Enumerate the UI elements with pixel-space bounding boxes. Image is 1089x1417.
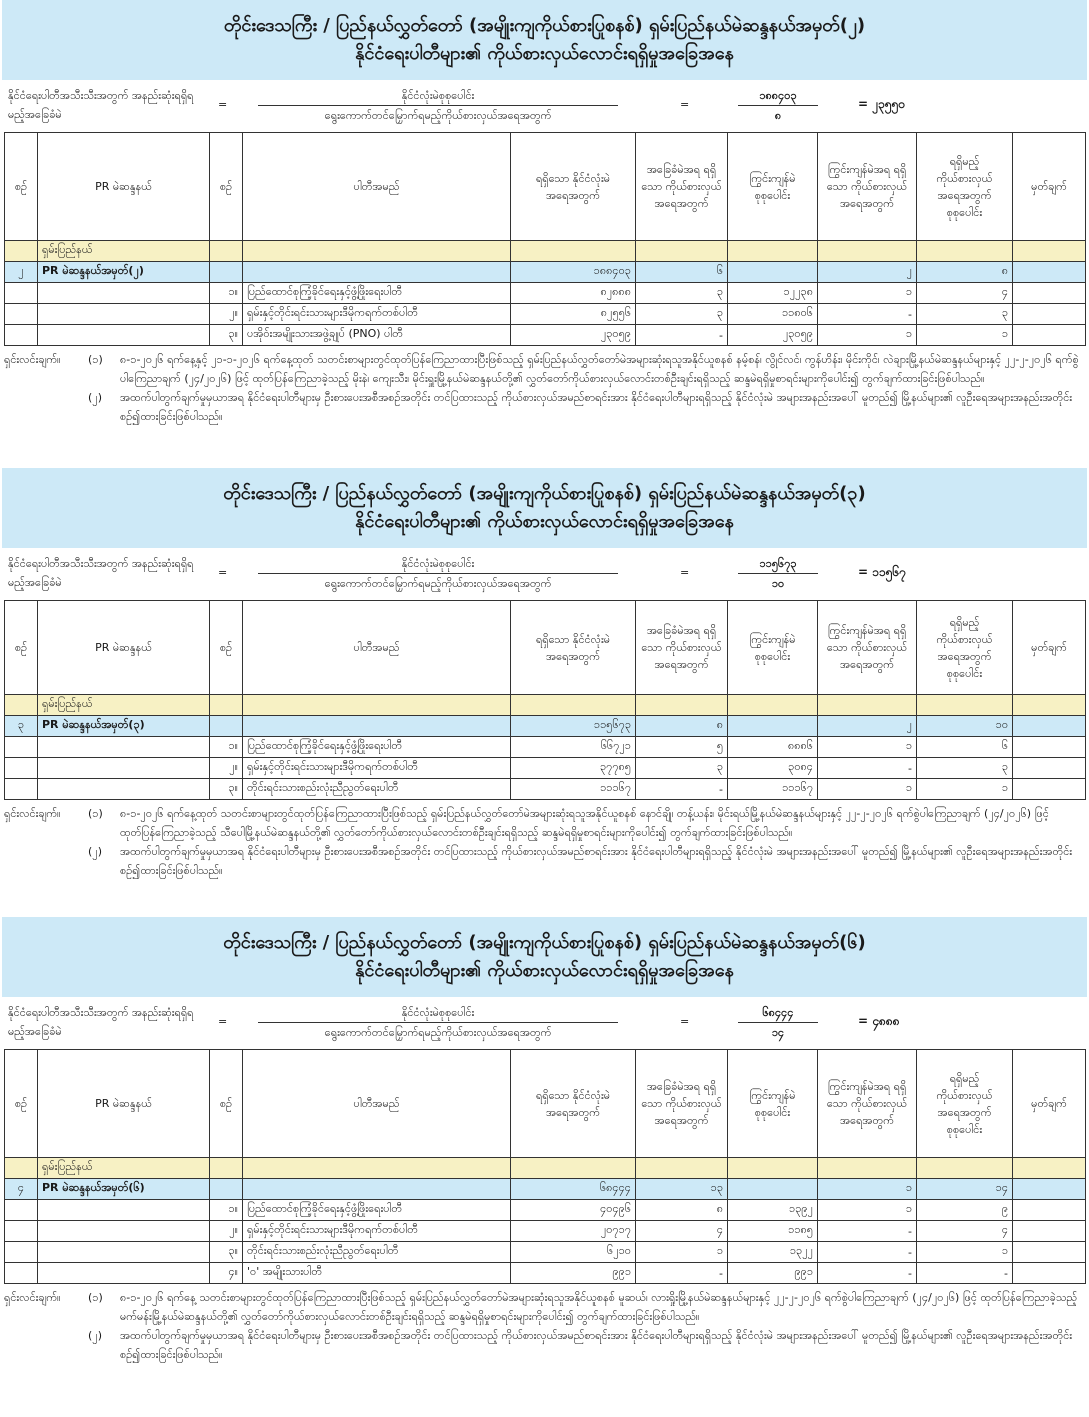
table-header-row	[5, 601, 1086, 695]
calc-denominator: ၈	[774, 109, 782, 122]
header-pr: PR မဲဆန္ဒနယ်	[38, 601, 210, 695]
party-total: ၁	[917, 325, 1013, 346]
party-remainder: ၁၁၈၅	[728, 1221, 818, 1242]
party-base: -	[636, 1263, 728, 1284]
pr-votes: ၁၈၈၄၀၃	[511, 262, 636, 283]
header-base-seats: အခြေခံမဲအရ ရရှိသော ကိုယ်စားလှယ် အရေအတွက်	[636, 601, 728, 695]
pr-votes: ၆၈၄၄၄	[511, 1179, 636, 1200]
region-name: ရှမ်းပြည်နယ်	[38, 1158, 210, 1179]
quota-formula	[0, 997, 1089, 1049]
pr-votes: ၁၁၅၆၇၃	[511, 716, 636, 737]
notes-lead: ရှင်းလင်းချက်။	[4, 807, 61, 820]
party-remarks	[1013, 1242, 1086, 1263]
region-row	[5, 241, 1086, 262]
calc-numerator: ၁၁၅၆၇၃	[738, 554, 818, 574]
header-remainder-seats: ကြွင်းကျန်မဲအရ ရရှိသော ကိုယ်စားလှယ် အရေအတွက်	[818, 133, 917, 241]
results-section-pr-3	[0, 468, 1089, 880]
results-table	[4, 1049, 1086, 1284]
party-remainder: ၂၃၀၅၉	[728, 325, 818, 346]
section-title: တိုင်းဒေသကြီး / ပြည်နယ်လွှတ်တော် (အမျိုးကျကိုယ်စားပြုစနစ်) ရှမ်းပြည်နယ်မဲဆန္ဒနယ်အမှတ်(၂)	[223, 15, 866, 36]
party-no: ၁။	[210, 737, 243, 758]
header-pr: PR မဲဆန္ဒနယ်	[38, 1050, 210, 1158]
section-title-banner	[2, 0, 1087, 80]
header-no: စဉ်	[5, 601, 38, 695]
notes-lead: ရှင်းလင်းချက်။	[4, 353, 61, 366]
header-no: စဉ်	[5, 133, 38, 241]
note-number: (၁)	[88, 807, 103, 820]
table-row	[5, 1242, 1086, 1263]
pr-remarks	[1013, 716, 1086, 737]
pr-name: PR မဲဆန္ဒနယ်အမှတ်(၆)	[38, 1179, 210, 1200]
party-no: ၃။	[210, 1242, 243, 1263]
pr-rem-seats: ၁	[818, 1179, 917, 1200]
header-remainder: ကြွင်းကျန်မဲ စုစုပေါင်း	[728, 601, 818, 695]
pr-remainder	[728, 1179, 818, 1200]
party-base: ၁	[636, 1242, 728, 1263]
party-rem-seats: -	[818, 1263, 917, 1284]
header-votes: ရရှိသော နိုင်ငံလုံးမဲအရေအတွက်	[511, 133, 636, 241]
pr-base: ၈	[636, 716, 728, 737]
equals-sign: =	[680, 566, 690, 579]
party-remarks	[1013, 1200, 1086, 1221]
party-base: ၅	[636, 737, 728, 758]
party-rem-seats: ၁	[818, 779, 917, 800]
header-remarks: မှတ်ချက်	[1013, 133, 1086, 241]
table-row	[5, 1200, 1086, 1221]
party-rem-seats: ၁	[818, 1200, 917, 1221]
party-remainder: ၁၂၂၃၈	[728, 283, 818, 304]
party-total: -	[917, 1263, 1013, 1284]
calc-result: = ၄၈၈၈	[858, 1014, 900, 1028]
table-row	[5, 779, 1086, 800]
calc-fraction	[738, 554, 818, 593]
section-title-banner	[2, 468, 1087, 548]
note-number: (၂)	[88, 391, 102, 404]
section-title-banner	[2, 917, 1087, 997]
party-votes: ၆၂၁၀	[511, 1242, 636, 1263]
formula-label: နိုင်ငံရေးပါတီအသီးသီးအတွက် အနည်းဆုံးရရှိရမည့်အခြေခံမဲ	[8, 557, 194, 589]
table-row	[5, 1263, 1086, 1284]
header-base-seats: အခြေခံမဲအရ ရရှိသော ကိုယ်စားလှယ် အရေအတွက်	[636, 1050, 728, 1158]
party-name: 'ဝ' အမျိုးသားပါတီ	[243, 1263, 511, 1284]
pr-no: ၃	[5, 716, 38, 737]
party-base: ၈	[636, 1200, 728, 1221]
party-remarks	[1013, 758, 1086, 779]
header-remarks: မှတ်ချက်	[1013, 601, 1086, 695]
party-total: ၆	[917, 737, 1013, 758]
header-party: ပါတီအမည်	[243, 1050, 511, 1158]
quota-formula	[0, 548, 1089, 600]
party-rem-seats: -	[818, 1221, 917, 1242]
table-header-row	[5, 1050, 1086, 1158]
party-remarks	[1013, 283, 1086, 304]
results-table	[4, 600, 1086, 800]
table-row	[5, 325, 1086, 346]
note-number: (၁)	[88, 353, 103, 366]
note-text: ၈-၁-၂၀၂၆ ရက်နေ့ထုတ် သတင်းစာများတွင်ထုတ်ပြန်ကြေညာထားပြီးဖြစ်သည့် ရှမ်းပြည်နယ်လွှတ်တော်မဲအများဆုံးရသူအနိုင်ယူစနစ် နောင်ချို၊ တန့်ယန်း၊ မိုင်းရယ်မြို့နယ်မဲဆန္ဒနယ်များနှင့် ၂၂-၂-၂၀၂၆ ရက်စွဲပါကြေညာချက် (၂၄/၂၀၂၆) ဖြင့် ထုတ်ပြန်ကြေညာခဲ့သည့် သီပေါမြို့နယ်မဲဆန္ဒနယ်တို့၏ လွှတ်တော်ကိုယ်စားလှယ်လောင်းတစ်ဦးချင်းရရှိသည့် ဆန္ဒမဲရရှိမှုစာရင်းများကိုပေါင်း၍ တွက်ချက်ထားခြင်းဖြစ်ပါသည်။	[120, 807, 1049, 839]
calc-result: = ၁၁၅၆၇	[858, 565, 906, 579]
region-row	[5, 1158, 1086, 1179]
region-name: ရှမ်းပြည်နယ်	[38, 695, 210, 716]
party-votes: ၂၀၇၁၇	[511, 1221, 636, 1242]
calc-result: = ၂၃၅၅၀	[858, 97, 906, 111]
party-base: ၃	[636, 758, 728, 779]
party-votes: ၉၉၁	[511, 1263, 636, 1284]
party-remarks	[1013, 779, 1086, 800]
formula-denominator: ရွေးကောက်တင်မြှောက်ရမည့်ကိုယ်စားလှယ်အရေအတွက်	[324, 577, 552, 590]
note-text: ၈-၁-၂၀၂၆ ရက်နေ့နှင့် ၂၁-၁-၂၀၂၆ ရက်နေ့ထုတ် သတင်းစာများတွင်ထုတ်ပြန်ကြေညာထားပြီးဖြစ်သည့် ရှမ်းပြည်နယ်လွှတ်တော်မဲအများဆုံးရသူအနိုင်ယူစနစ် နမ့်စန်၊ လွိုင်လင်၊ ကွန်ဟိန်း၊ မိုင်းကိုင်၊ လဲချားမြို့နယ်မဲဆန္ဒနယ်များနှင့် ၂၂-၂-၂၀၂၆ ရက်စွဲပါကြေညာချက် (၂၄/၂၀၂၆) ဖြင့် ထုတ်ပြန်ကြေညာခဲ့သည့် မိုးနဲ၊ ကျေးသီး၊ မိုင်းရှူးမြို့နယ်မဲဆန္ဒနယ်တို့၏ လွှတ်တော်ကိုယ်စားလှယ်လောင်းတစ်ဦးချင်းရရှိသည့် ဆန္ဒမဲရရှိမှုစာရင်းများကိုပေါင်း၍ တွက်ချက်ထားခြင်းဖြစ်ပါသည်။	[120, 353, 1079, 385]
party-rem-seats: -	[818, 1242, 917, 1263]
header-votes: ရရှိသော နိုင်ငံလုံးမဲအရေအတွက်	[511, 601, 636, 695]
results-table	[4, 132, 1086, 346]
table-row	[5, 1221, 1086, 1242]
header-votes: ရရှိသော နိုင်ငံလုံးမဲအရေအတွက်	[511, 1050, 636, 1158]
party-total: ၄	[917, 283, 1013, 304]
calc-denominator: ၁၄	[771, 1026, 785, 1039]
party-votes: ၆၆၇၂၁	[511, 737, 636, 758]
formula-label: နိုင်ငံရေးပါတီအသီးသီးအတွက် အနည်းဆုံးရရှိရမည့်အခြေခံမဲ	[8, 1006, 194, 1038]
note-text: အထက်ပါတွက်ချက်မှုမှယာအရ နိုင်ငံရေးပါတီများမှ ဦးစားပေးအစီအစဉ်အတိုင်း တင်ပြထားသည့် ကိုယ်စားလှယ်အမည်စာရင်းအား နိုင်ငံရေးပါတီများရရှိသည့် နိုင်ငံလုံးမဲ အများအနည်းအပေါ် မူတည်၍ မြို့နယ်များ၏ လူဦးရေအများအနည်းအတိုင်းစဉ်၍ထားခြင်းဖြစ်ပါသည်။	[120, 845, 1073, 877]
equals-sign: =	[218, 1015, 228, 1028]
pr-total: ၈	[917, 262, 1013, 283]
calc-numerator: ၁၈၈၄၀၃	[738, 86, 818, 106]
equals-sign: =	[218, 566, 228, 579]
header-party: ပါတီအမည်	[243, 133, 511, 241]
header-no2: စဉ်	[210, 1050, 243, 1158]
formula-numerator: နိုင်ငံလုံးမဲစုစုပေါင်း	[258, 1003, 618, 1023]
party-rem-seats: -	[818, 304, 917, 325]
explanation-notes	[0, 800, 1089, 880]
party-votes: ၈၂၈၈၈	[511, 283, 636, 304]
party-remainder: ၁၃၂၂	[728, 1242, 818, 1263]
party-name: တိုင်းရင်းသားစည်းလုံးညီညွတ်ရေးပါတီ	[243, 1242, 511, 1263]
party-no: ၁။	[210, 283, 243, 304]
pr-total: ၁၀	[917, 716, 1013, 737]
pr-summary-row	[5, 1179, 1086, 1200]
calc-denominator: ၁၀	[771, 577, 785, 590]
pr-remarks	[1013, 1179, 1086, 1200]
party-votes: ၃၇၇၈၅	[511, 758, 636, 779]
pr-summary-row	[5, 716, 1086, 737]
calc-fraction	[738, 86, 818, 125]
header-no: စဉ်	[5, 1050, 38, 1158]
party-no: ၂။	[210, 758, 243, 779]
party-remainder: ၈၈၈၆	[728, 737, 818, 758]
party-no: ၂။	[210, 304, 243, 325]
party-total: ၁	[917, 779, 1013, 800]
party-base: ၄	[636, 1221, 728, 1242]
explanation-notes	[0, 1284, 1089, 1364]
table-header-row	[5, 133, 1086, 241]
party-name: ပအိုဝ်းအမျိုးသားအဖွဲ့ချုပ် (PNO) ပါတီ	[243, 325, 511, 346]
formula-fraction	[258, 1003, 618, 1042]
section-subtitle: နိုင်ငံရေးပါတီများ၏ ကိုယ်စားလှယ်လောင်းရရှိမှုအခြေအနေ	[355, 960, 734, 981]
party-votes: ၁၁၁၆၇	[511, 779, 636, 800]
party-rem-seats: ၁	[818, 325, 917, 346]
equals-sign: =	[680, 98, 690, 111]
party-total: ၃	[917, 304, 1013, 325]
results-section-pr-2	[0, 0, 1089, 426]
pr-rem-seats: ၂	[818, 262, 917, 283]
region-row	[5, 695, 1086, 716]
party-remarks	[1013, 325, 1086, 346]
pr-total: ၁၄	[917, 1179, 1013, 1200]
table-row	[5, 758, 1086, 779]
pr-name: PR မဲဆန္ဒနယ်အမှတ်(၃)	[38, 716, 210, 737]
party-base: -	[636, 779, 728, 800]
quota-formula	[0, 80, 1089, 132]
party-rem-seats: -	[818, 758, 917, 779]
party-rem-seats: ၁	[818, 737, 917, 758]
pr-rem-seats: ၂	[818, 716, 917, 737]
party-no: ၁။	[210, 1200, 243, 1221]
party-votes: ၄၀၄၉၆	[511, 1200, 636, 1221]
party-name: ပြည်ထောင်စုကြံ့ခိုင်ရေးနှင့်ဖွံ့ဖြိုးရေးပါတီ	[243, 1200, 511, 1221]
equals-sign: =	[680, 1015, 690, 1028]
header-remarks: မှတ်ချက်	[1013, 1050, 1086, 1158]
party-no: ၂။	[210, 1221, 243, 1242]
party-remainder: ၁၁၁၆၇	[728, 779, 818, 800]
party-base: -	[636, 325, 728, 346]
header-total-seats: ရရှိမည့် ကိုယ်စားလှယ် အရေအတွက် စုစုပေါင်း	[917, 133, 1013, 241]
note-number: (၂)	[88, 845, 102, 858]
party-remarks	[1013, 737, 1086, 758]
header-remainder: ကြွင်းကျန်မဲ စုစုပေါင်း	[728, 133, 818, 241]
pr-remainder	[728, 716, 818, 737]
pr-no: ၂	[5, 262, 38, 283]
party-name: ရှမ်းနှင့်တိုင်းရင်းသားများဒီမိုကရက်တစ်ပါတီ	[243, 758, 511, 779]
formula-denominator: ရွေးကောက်တင်မြှောက်ရမည့်ကိုယ်စားလှယ်အရေအတွက်	[324, 1026, 552, 1039]
formula-denominator: ရွေးကောက်တင်မြှောက်ရမည့်ကိုယ်စားလှယ်အရေအတွက်	[324, 109, 552, 122]
note-text: အထက်ပါတွက်ချက်မှုမှယာအရ နိုင်ငံရေးပါတီများမှ ဦးစားပေးအစီအစဉ်အတိုင်း တင်ပြထားသည့် ကိုယ်စားလှယ်အမည်စာရင်းအား နိုင်ငံရေးပါတီများရရှိသည့် နိုင်ငံလုံးမဲ အများအနည်းအပေါ် မူတည်၍ မြို့နယ်များ၏ လူဦးရေအများအနည်းအတိုင်းစဉ်၍ထားခြင်းဖြစ်ပါသည်။	[120, 391, 1073, 423]
header-no2: စဉ်	[210, 601, 243, 695]
party-remainder: ၁၁၈၀၆	[728, 304, 818, 325]
formula-label: နိုင်ငံရေးပါတီအသီးသီးအတွက် အနည်းဆုံးရရှိရမည့်အခြေခံမဲ	[8, 89, 194, 121]
note-number: (၁)	[88, 1291, 103, 1304]
header-remainder-seats: ကြွင်းကျန်မဲအရ ရရှိသော ကိုယ်စားလှယ် အရေအတွက်	[818, 601, 917, 695]
party-total: ၁	[917, 1242, 1013, 1263]
explanation-notes	[0, 346, 1089, 426]
section-title: တိုင်းဒေသကြီး / ပြည်နယ်လွှတ်တော် (အမျိုးကျကိုယ်စားပြုစနစ်) ရှမ်းပြည်နယ်မဲဆန္ဒနယ်အမှတ်(၆)	[223, 932, 866, 953]
pr-remarks	[1013, 262, 1086, 283]
table-row	[5, 304, 1086, 325]
section-subtitle: နိုင်ငံရေးပါတီများ၏ ကိုယ်စားလှယ်လောင်းရရှိမှုအခြေအနေ	[355, 511, 734, 532]
table-row	[5, 283, 1086, 304]
party-total: ၃	[917, 758, 1013, 779]
calc-fraction	[738, 1003, 818, 1042]
party-no: ၃။	[210, 779, 243, 800]
party-name: ပြည်ထောင်စုကြံ့ခိုင်ရေးနှင့်ဖွံ့ဖြိုးရေးပါတီ	[243, 737, 511, 758]
header-pr: PR မဲဆန္ဒနယ်	[38, 133, 210, 241]
pr-base: ၆	[636, 262, 728, 283]
party-remarks	[1013, 1263, 1086, 1284]
header-total-seats: ရရှိမည့် ကိုယ်စားလှယ် အရေအတွက် စုစုပေါင်း	[917, 601, 1013, 695]
party-name: ရှမ်းနှင့်တိုင်းရင်းသားများဒီမိုကရက်တစ်ပါတီ	[243, 304, 511, 325]
header-remainder-seats: ကြွင်းကျန်မဲအရ ရရှိသော ကိုယ်စားလှယ် အရေအတွက်	[818, 1050, 917, 1158]
formula-numerator: နိုင်ငံလုံးမဲစုစုပေါင်း	[258, 554, 618, 574]
header-total-seats: ရရှိမည့် ကိုယ်စားလှယ် အရေအတွက် စုစုပေါင်း	[917, 1050, 1013, 1158]
party-name: ရှမ်းနှင့်တိုင်းရင်းသားများဒီမိုကရက်တစ်ပါတီ	[243, 1221, 511, 1242]
note-number: (၂)	[88, 1329, 102, 1342]
table-row	[5, 737, 1086, 758]
party-base: ၃	[636, 283, 728, 304]
party-votes: ၈၂၅၅၆	[511, 304, 636, 325]
formula-numerator: နိုင်ငံလုံးမဲစုစုပေါင်း	[258, 86, 618, 106]
formula-fraction	[258, 554, 618, 593]
note-text: အထက်ပါတွက်ချက်မှုမှယာအရ နိုင်ငံရေးပါတီများမှ ဦးစားပေးအစီအစဉ်အတိုင်း တင်ပြထားသည့် ကိုယ်စားလှယ်အမည်စာရင်းအား နိုင်ငံရေးပါတီများရရှိသည့် နိုင်ငံလုံးမဲ အများအနည်းအပေါ် မူတည်၍ မြို့နယ်များ၏ လူဦးရေအများအနည်းအတိုင်းစဉ်၍ထားခြင်းဖြစ်ပါသည်။	[120, 1329, 1073, 1361]
party-remarks	[1013, 304, 1086, 325]
pr-summary-row	[5, 262, 1086, 283]
party-remainder: ၁၃၉၂	[728, 1200, 818, 1221]
note-text: ၈-၁-၂၀၂၆ ရက်နေ့ သတင်းစာများတွင်ထုတ်ပြန်ကြေညာထားပြီးဖြစ်သည့် ရှမ်းပြည်နယ်လွှတ်တော်မဲအများဆုံးရသူအနိုင်ယူစနစ် မူဆယ်၊ လားရှိုးမြို့နယ်မဲဆန္ဒနယ်များနှင့် ၂၂-၂-၂၀၂၆ ရက်စွဲပါကြေညာချက် (၂၄/၂၀၂၆) ဖြင့် ထုတ်ပြန်ကြေညာခဲ့သည့် မက်မန်းမြို့နယ်မဲဆန္ဒနယ်တို့၏ လွှတ်တော်ကိုယ်စားလှယ်လောင်းတစ်ဦးချင်းရရှိသည့် ဆန္ဒမဲရရှိမှုစာရင်းများကိုပေါင်း၍ တွက်ချက်ထားခြင်းဖြစ်ပါသည်။	[120, 1291, 1078, 1323]
equals-sign: =	[218, 98, 228, 111]
results-section-pr-6	[0, 917, 1089, 1364]
party-rem-seats: ၁	[818, 283, 917, 304]
section-subtitle: နိုင်ငံရေးပါတီများ၏ ကိုယ်စားလှယ်လောင်းရရှိမှုအခြေအနေ	[355, 43, 734, 64]
party-remainder: ၉၉၁	[728, 1263, 818, 1284]
pr-name: PR မဲဆန္ဒနယ်အမှတ်(၂)	[38, 262, 210, 283]
party-total: ၄	[917, 1221, 1013, 1242]
party-no: ၃။	[210, 325, 243, 346]
header-party: ပါတီအမည်	[243, 601, 511, 695]
party-no: ၄။	[210, 1263, 243, 1284]
header-base-seats: အခြေခံမဲအရ ရရှိသော ကိုယ်စားလှယ် အရေအတွက်	[636, 133, 728, 241]
region-name: ရှမ်းပြည်နယ်	[38, 241, 210, 262]
party-remarks	[1013, 1221, 1086, 1242]
party-name: ပြည်ထောင်စုကြံ့ခိုင်ရေးနှင့်ဖွံ့ဖြိုးရေးပါတီ	[243, 283, 511, 304]
section-title: တိုင်းဒေသကြီး / ပြည်နယ်လွှတ်တော် (အမျိုးကျကိုယ်စားပြုစနစ်) ရှမ်းပြည်နယ်မဲဆန္ဒနယ်အမှတ်(၃)	[223, 483, 866, 504]
calc-numerator: ၆၈၄၄၄	[738, 1003, 818, 1023]
party-votes: ၂၃၀၅၉	[511, 325, 636, 346]
formula-fraction	[258, 86, 618, 125]
header-no2: စဉ်	[210, 133, 243, 241]
party-name: တိုင်းရင်းသားစည်းလုံးညီညွတ်ရေးပါတီ	[243, 779, 511, 800]
notes-lead: ရှင်းလင်းချက်။	[4, 1291, 61, 1304]
party-base: ၃	[636, 304, 728, 325]
header-remainder: ကြွင်းကျန်မဲ စုစုပေါင်း	[728, 1050, 818, 1158]
pr-base: ၁၃	[636, 1179, 728, 1200]
party-remainder: ၃၀၈၄	[728, 758, 818, 779]
party-total: ၉	[917, 1200, 1013, 1221]
pr-no: ၄	[5, 1179, 38, 1200]
pr-remainder	[728, 262, 818, 283]
